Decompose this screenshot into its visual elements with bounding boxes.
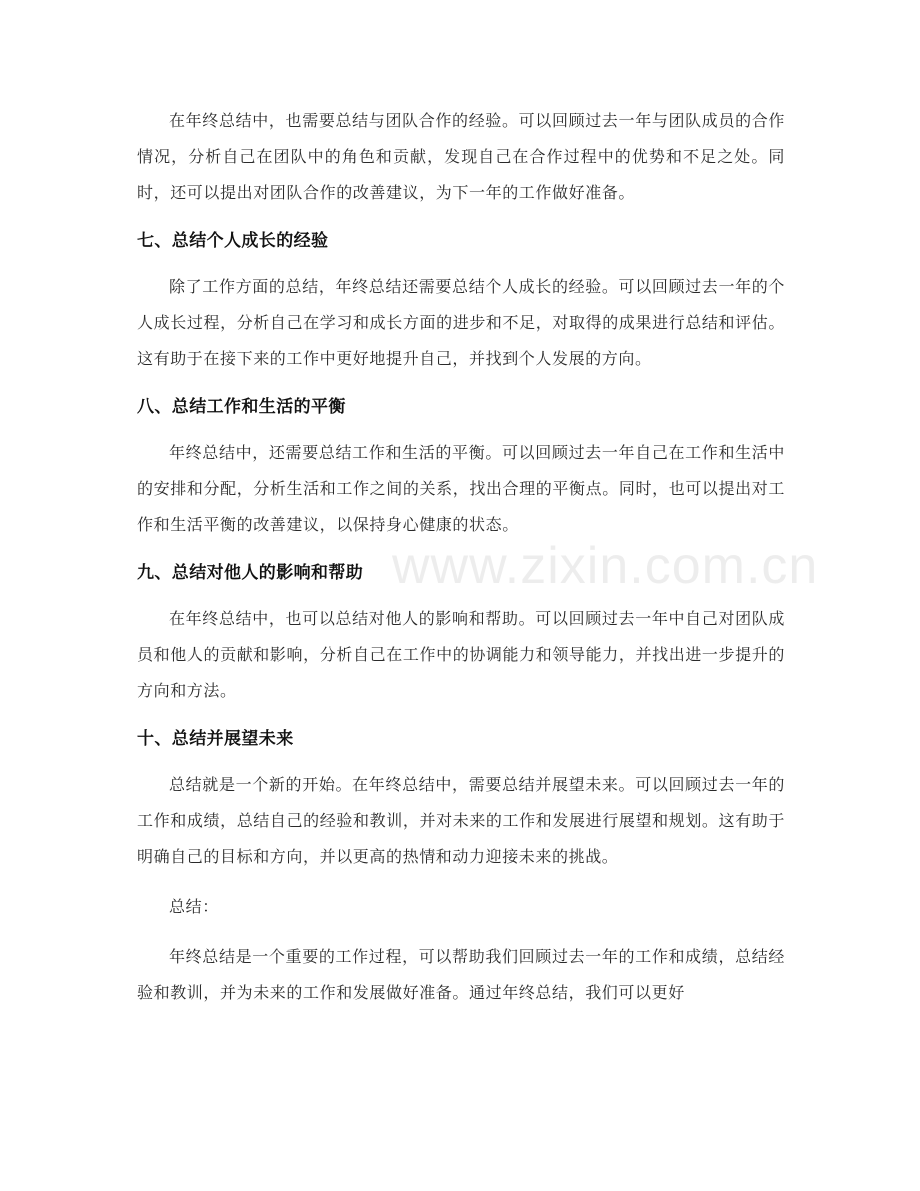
heading-section-10: 十、总结并展望未来 (137, 729, 294, 749)
heading-section-9: 九、总结对他人的影响和帮助 (137, 563, 364, 583)
heading-section-7: 七、总结个人成长的经验 (137, 231, 329, 251)
document-page (137, 103, 785, 1011)
watermark: www.zixin.com.cn (392, 537, 819, 595)
paragraph-team-cooperation: 在年终总结中，也需要总结与团队合作的经验。可以回顾过去一年与团队成员的合作情况，分析自己在团队中的角色和贡献，发现自己在合作过程中的优势和不足之处。同时，还可以提出对团队合作的改善建议，为下一年的工作做好准备。 (137, 111, 785, 202)
paragraph-summary: 年终总结是一个重要的工作过程，可以帮助我们回顾过去一年的工作和成绩，总结经验和教训，并为未来的工作和发展做好准备。通过年终总结，我们可以更好 (137, 947, 785, 1002)
paragraph-section-9: 在年终总结中，也可以总结对他人的影响和帮助。可以回顾过去一年中自己对团队成员和他人的贡献和影响，分析自己在工作中的协调能力和领导能力，并找出进一步提升的方向和方法。 (137, 609, 785, 700)
paragraph-section-7: 除了工作方面的总结，年终总结还需要总结个人成长的经验。可以回顾过去一年的个人成长过程，分析自己在学习和成长方面的进步和不足，对取得的成果进行总结和评估。这有助于在接下来的工作中更好地提升自己，并找到个人发展的方向。 (137, 277, 785, 368)
heading-section-8: 八、总结工作和生活的平衡 (137, 397, 346, 417)
summary-label: 总结： (169, 897, 219, 916)
paragraph-section-8: 年终总结中，还需要总结工作和生活的平衡。可以回顾过去一年自己在工作和生活中的安排和分配，分析生活和工作之间的关系，找出合理的平衡点。同时，也可以提出对工作和生活平衡的改善建议，以保持身心健康的状态。 (137, 443, 785, 534)
paragraph-section-10: 总结就是一个新的开始。在年终总结中，需要总结并展望未来。可以回顾过去一年的工作和成绩，总结自己的经验和教训，并对未来的工作和发展进行展望和规划。这有助于明确自己的目标和方向，并以更高的热情和动力迎接未来的挑战。 (137, 775, 785, 866)
